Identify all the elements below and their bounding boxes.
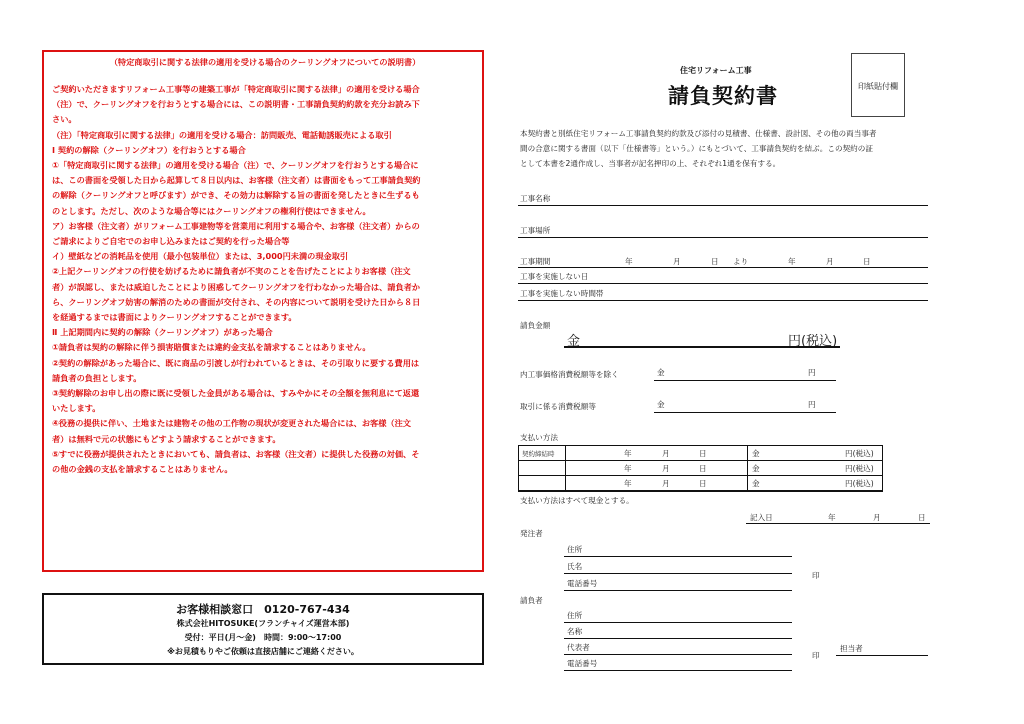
staff-field[interactable]	[836, 655, 928, 656]
cooling-off-box	[42, 50, 484, 572]
orderer-label: 発注者	[520, 529, 543, 538]
cooling-off-line: Ⅱ 上記期間内に契約の解除（クーリングオフ）があった場合	[52, 327, 273, 338]
staff-label: 担当者	[840, 644, 863, 653]
cooling-off-line: の他の金銭の支払を請求することはありません。	[52, 464, 233, 474]
cooling-off-line: ⑤すでに役務が提供されたときにおいても、請負者は、お客様（注文者）に提供した役務の対価、そ	[52, 448, 420, 459]
entry-month: 月	[873, 513, 881, 522]
cooling-off-line: ①「特定商取引に関する法律」の適用を受ける場合（注）で、クーリングオフを行おうとする場合に	[52, 160, 419, 170]
cooling-off-line: 者）は無料で元の状態にもどすよう請求することができます。	[52, 433, 281, 444]
contractor-seal: 印	[812, 651, 820, 660]
contractor-rep-field[interactable]	[564, 654, 792, 655]
table-divider	[747, 446, 748, 491]
work-name-field[interactable]	[518, 205, 928, 206]
cooling-off-line: の解除（クーリングオフと呼びます）ができ、その効力は解除する旨の書面を発したときに生ずるも	[52, 190, 420, 201]
cooling-off-line: を経過するまでは書面によりクーリングオフすることができます。	[52, 312, 297, 322]
cooling-off-line: Ⅰ 契約の解除（クーリングオフ）を行おうとする場合	[52, 144, 246, 155]
contractor-rep-label: 代表者	[567, 643, 590, 652]
entry-date-field[interactable]	[746, 523, 930, 524]
consult-company: 株式会社HITOSUKE(フランチャイズ運営本部)	[176, 619, 350, 628]
payment-row	[519, 461, 882, 476]
contractor-name-field[interactable]	[564, 638, 792, 639]
payment-month: 月	[662, 464, 670, 473]
orderer-seal: 印	[812, 571, 820, 580]
contractor-phone-label: 電話番号	[567, 659, 598, 668]
cooling-off-title: （特定商取引に関する法律の適用を受ける場合のクーリングオフについての説明書）	[109, 57, 421, 67]
payment-kin: 金	[752, 479, 760, 488]
tax-field[interactable]	[654, 412, 836, 413]
payment-label: 支払い方法	[520, 433, 558, 442]
no-work-day-label: 工事を実施しない日	[520, 272, 589, 281]
payment-day: 日	[699, 464, 707, 473]
cooling-off-line: （注）「特定商取引に関する法律」の適用を受ける場合：訪問販売、電話勧誘販売による取引	[52, 129, 392, 140]
cooling-off-line: 者）が誤認し、または威迫したことにより困惑してクーリングオフを行わなかった場合は、請負者か	[52, 281, 421, 292]
intro-line-2: 間の合意に関する書面（以下「仕様書等」という。）にもとづいて、工事請負契約を結ぶ。この契約の証	[520, 144, 873, 153]
tax-label: 取引に係る消費税額等	[520, 402, 596, 411]
payment-row	[519, 476, 882, 491]
cooling-off-line: ご契約いただきますリフォーム工事等の建築工事が「特定商取引に関する法律」の適用を受ける場合	[52, 84, 420, 94]
period-end-year: 年	[788, 257, 796, 266]
contract-subtitle: 住宅リフォーム工事	[680, 66, 752, 75]
payment-year: 年	[624, 464, 632, 473]
cooling-off-line: ②上記クーリングオフの行使を妨げるために請負者が不実のことを告げたことによりお客様（注文	[52, 266, 411, 277]
contractor-name-label: 名称	[567, 627, 583, 636]
period-label: 工事期間	[520, 257, 551, 266]
entry-day: 日	[918, 513, 926, 522]
period-start-month: 月	[673, 257, 681, 266]
tax-yen: 円	[808, 400, 816, 409]
period-from: より	[733, 257, 749, 266]
amount-kin: 金	[567, 334, 581, 349]
revenue-stamp-box	[851, 53, 905, 117]
cooling-off-line: ④役務の提供に伴い、土地または建物その他の工作物の現状が変更された場合には、お客様（注文	[52, 418, 411, 429]
entry-year: 年	[828, 513, 836, 522]
no-work-time-label: 工事を実施しない時間帯	[520, 289, 604, 298]
payment-year: 年	[624, 479, 632, 488]
orderer-phone-label: 電話番号	[567, 579, 598, 588]
cooling-off-line: 請負者の負担とします。	[52, 372, 142, 383]
contractor-phone-field[interactable]	[564, 670, 792, 671]
cooling-off-line: いたします。	[52, 403, 101, 414]
period-end-month: 月	[826, 257, 834, 266]
period-start-day: 日	[711, 257, 719, 266]
payment-kin: 金	[752, 449, 760, 458]
payment-yen-tax: 円(税込)	[845, 464, 874, 473]
stamp-label: 印紙貼付欄	[858, 82, 898, 91]
cooling-off-line: ア）お客様（注文者）がリフォーム工事建物等を営業用に利用する場合や、お客様（注文者）からの	[52, 220, 420, 231]
period-field[interactable]	[518, 267, 928, 268]
contractor-label: 請負者	[520, 596, 543, 605]
payment-day: 日	[699, 449, 707, 458]
tax-kin: 金	[657, 400, 665, 409]
cooling-off-line: ご請求によりご自宅でのお申し込みまたはご契約を行った場合等	[52, 236, 290, 246]
work-place-label: 工事場所	[520, 226, 551, 235]
cooling-off-line: ②契約の解除があった場合に、既に商品の引渡しが行われているときは、その引取りに要する費用は	[52, 357, 420, 368]
tax-excl-yen: 円	[808, 368, 816, 377]
no-work-day-field[interactable]	[518, 283, 928, 284]
amount-yen-tax: 円(税込)	[788, 334, 838, 349]
contract-title: 請負契約書	[668, 84, 778, 108]
cooling-off-line: イ）壁紙などの消耗品を使用（最小包装単位）または、3,000円未満の現金取引	[52, 251, 349, 262]
payment-day: 日	[699, 479, 707, 488]
payment-month: 月	[662, 449, 670, 458]
consultation-box	[42, 593, 484, 665]
period-end-day: 日	[863, 257, 871, 266]
contract-time-label: 契約締結時	[522, 450, 555, 458]
entry-date-label: 記入日	[750, 513, 773, 522]
orderer-address-field[interactable]	[564, 556, 792, 557]
orderer-name-field[interactable]	[564, 573, 792, 574]
payment-table	[518, 445, 883, 492]
contractor-address-label: 住所	[567, 611, 583, 620]
cooling-off-line: ③契約解除のお申し出の際に既に受領した金員がある場合は、すみやかにその全額を無利息にて返還	[52, 388, 420, 398]
payment-yen-tax: 円(税込)	[845, 479, 874, 488]
cooling-off-line: は、この書面を受領した日から起算して８日以内は、お客様（注文者）は書面をもって工事請負契約	[52, 175, 421, 186]
tax-excl-label: 内工事価格消費税額等を除く	[520, 370, 619, 379]
cooling-off-line: さい。	[52, 114, 77, 125]
no-work-time-field[interactable]	[518, 300, 928, 301]
orderer-address-label: 住所	[567, 545, 583, 554]
payment-year: 年	[624, 449, 632, 458]
cash-note: 支払い方法はすべて現金とする。	[520, 496, 634, 505]
intro-line-1: 本契約書と別紙住宅リフォーム工事請負契約約款及び添付の見積書、仕様書、設計図、その他の両当事者	[520, 129, 877, 138]
amount-label: 請負金額	[520, 321, 551, 330]
intro-line-3: として本書を2通作成し、当事者が記名押印の上、それぞれ1通を保有する。	[520, 159, 781, 168]
cooling-off-line: ①請負者は契約の解除に伴う損害賠償または違約金支払を請求することはありません。	[52, 342, 371, 353]
orderer-phone-field[interactable]	[564, 590, 792, 591]
consult-hours: 受付：平日(月～金) 時間：9:00～17:00	[184, 633, 342, 642]
tax-excl-kin: 金	[657, 368, 665, 377]
period-start-year: 年	[625, 257, 633, 266]
work-name-label: 工事名称	[520, 194, 551, 203]
consult-note: ※お見積もりやご依頼は直接店舗にご連絡ください。	[167, 647, 359, 656]
work-place-field[interactable]	[518, 237, 928, 238]
payment-kin: 金	[752, 464, 760, 473]
payment-month: 月	[662, 479, 670, 488]
payment-yen-tax: 円(税込)	[845, 449, 874, 458]
amount-field[interactable]	[564, 346, 840, 348]
cooling-off-line: のとします。ただし、次のような場合等にはクーリングオフの権利行使はできません。	[52, 205, 371, 216]
payment-row	[519, 446, 882, 461]
consult-heading: お客様相談窓口 0120-767-434	[176, 603, 350, 616]
contractor-address-field[interactable]	[564, 622, 792, 623]
table-divider	[565, 446, 566, 491]
cooling-off-line: （注）で、クーリングオフを行おうとする場合には、この説明書・工事請負契約約款を充分お読み下	[52, 99, 420, 110]
orderer-name-label: 氏名	[567, 562, 583, 571]
tax-excl-field[interactable]	[654, 380, 836, 381]
cooling-off-line: ら、クーリングオフ妨害の解消のための書面が交付され、その内容について説明を受けた日から８日	[52, 296, 421, 307]
